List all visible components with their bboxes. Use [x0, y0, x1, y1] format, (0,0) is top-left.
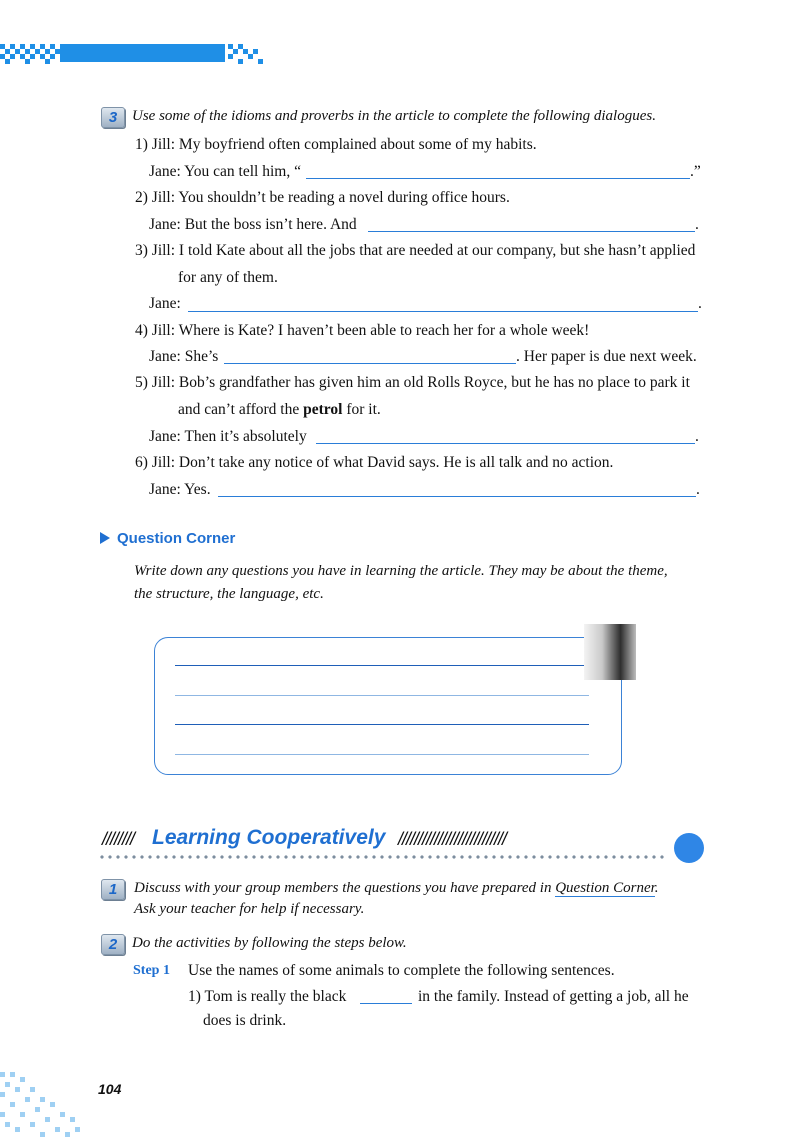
title-slashes-left: //////// [102, 829, 135, 849]
dialogue-line-jill: 3) Jill: I told Kate about all the jobs that are needed at our company, but she hasn’t applied [135, 242, 696, 259]
dialogue-line-jill: 1) Jill: My boyfriend often complained about some of my habits. [135, 136, 537, 153]
answer-blank[interactable] [316, 443, 695, 444]
dialogue-line-jill: 6) Jill: Don’t take any notice of what David says. He is all talk and no action. [135, 454, 614, 471]
dialogue-line-suffix: . [695, 216, 699, 233]
title-slashes-right: /////////////////////////// [398, 829, 507, 849]
blue-circle-icon [674, 833, 704, 863]
step-text: Use the names of some animals to complete the following sentences. [188, 962, 615, 979]
writing-line[interactable] [175, 754, 589, 755]
sentence-text-cont: does is drink. [203, 1012, 287, 1029]
dialogue-line-jane: Jane: Yes. [149, 481, 211, 498]
question-corner-link[interactable]: Question Corner [555, 880, 655, 896]
exercise-instruction: Use some of the idioms and proverbs in the article to complete the following dialogues. [132, 108, 656, 124]
dialogue-line-jill: 4) Jill: Where is Kate? I haven’t been able to reach her for a whole week! [135, 322, 590, 339]
activity-number-badge: 2 [101, 934, 125, 955]
question-corner-title: Question Corner [117, 530, 236, 547]
activity-instruction: Discuss with your group members the questions you have prepared in Question Corner. [134, 880, 659, 896]
dialogue-line-suffix: . Her paper is due next week. [516, 348, 697, 365]
dialogue-line-suffix: . [696, 481, 700, 498]
step-label: Step 1 [133, 963, 170, 978]
question-corner-text: Write down any questions you have in learning the article. They may be about the theme, [134, 563, 668, 579]
bold-word: petrol [303, 401, 343, 418]
answer-blank[interactable] [224, 363, 516, 364]
dialogue-line-jane: Jane: She’s [149, 348, 219, 365]
dialogue-line-jane: Jane: You can tell him, “ [149, 163, 301, 180]
dialogue-line-jane: Jane: But the boss isn’t here. And [149, 216, 357, 233]
activity-instruction: Do the activities by following the steps below. [132, 935, 407, 951]
dialogue-line-jill: 5) Jill: Bob’s grandfather has given him an old Rolls Royce, but he has no place to park it [135, 374, 690, 391]
dialogue-line-jane: Jane: [149, 295, 181, 312]
sentence-text: 1) Tom is really the black [188, 988, 347, 1005]
dialogue-line-jane: Jane: Then it’s absolutely [149, 428, 307, 445]
dialogue-line-suffix: . [695, 428, 699, 445]
play-arrow-icon [100, 532, 110, 544]
writing-line[interactable] [175, 665, 587, 666]
exercise-number-badge: 3 [101, 107, 125, 128]
activity-number-badge: 1 [101, 879, 125, 900]
page-number: 104 [98, 1081, 122, 1097]
page-curl-shade [584, 624, 636, 680]
dialogue-line-jill-cont: for any of them. [178, 269, 278, 286]
sentence-text: in the family. Instead of getting a job, all he [418, 988, 689, 1005]
dialogue-line-jill: 2) Jill: You shouldn’t be reading a novel during office hours. [135, 189, 510, 206]
dialogue-line-suffix: .” [690, 163, 701, 180]
dialogue-line-jill-cont: and can’t afford the petrol for it. [178, 401, 381, 418]
answer-blank[interactable] [368, 231, 695, 232]
writing-line[interactable] [175, 695, 589, 696]
question-corner-text: the structure, the language, etc. [134, 586, 324, 602]
answer-blank[interactable] [188, 311, 698, 312]
section-title: Learning Cooperatively [152, 826, 386, 849]
question-writing-box[interactable] [154, 637, 622, 775]
dialogue-line-suffix: . [698, 295, 702, 312]
activity-instruction-cont: Ask your teacher for help if necessary. [134, 901, 365, 917]
dotted-divider [98, 854, 668, 860]
answer-blank[interactable] [360, 1003, 412, 1004]
writing-line[interactable] [175, 724, 589, 725]
answer-blank[interactable] [306, 178, 690, 179]
footer-pixel-decoration [0, 1066, 90, 1138]
answer-blank[interactable] [218, 496, 696, 497]
header-pixel-banner [0, 40, 270, 66]
